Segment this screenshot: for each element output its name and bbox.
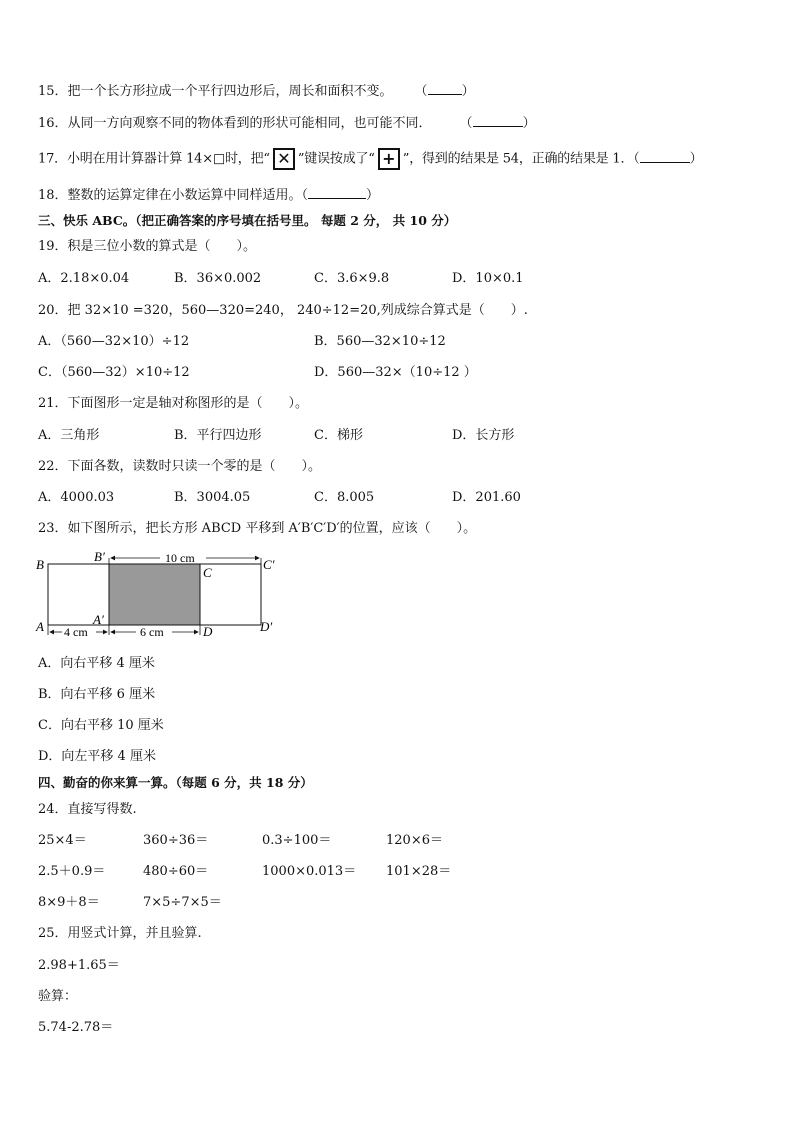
q19-option-c[interactable]: C．3.6×9.8	[314, 271, 390, 286]
q24-item: 101×28＝	[386, 864, 452, 879]
label-b-prime: B′	[94, 549, 105, 564]
q24-item: 480÷60＝	[143, 864, 209, 879]
answer-blank[interactable]	[428, 82, 462, 95]
label-c-prime: C′	[263, 557, 275, 572]
label-a: A	[36, 619, 44, 634]
section-4-heading: 四、勤奋的你来算一算。（每题 6 分，共 18 分）	[38, 775, 313, 790]
question-25-stem: 25．用竖式计算，并且验算.	[38, 926, 202, 941]
label-d: D	[203, 624, 213, 639]
q22-option-a[interactable]: A．4000.03	[38, 490, 115, 505]
multiply-key-icon: ✕	[273, 148, 295, 170]
q20-option-a[interactable]: A．（560—32×10）÷12	[38, 334, 190, 349]
q24-item: 360÷36＝	[143, 833, 209, 848]
q21-option-d[interactable]: D．长方形	[452, 428, 515, 443]
answer-blank[interactable]	[640, 150, 690, 163]
q23-option-a[interactable]: A．向右平移 4 厘米	[38, 656, 155, 671]
q21-option-b[interactable]: B．平行四边形	[174, 428, 262, 443]
q25-check-label: 验算：	[38, 989, 78, 1004]
answer-blank[interactable]	[308, 186, 366, 199]
section-3-heading: 三、快乐 ABC。（把正确答案的序号填在括号里。 每题 2 分， 共 10 分）	[38, 213, 457, 228]
question-21-stem: 21．下面图形一定是轴对称图形的是（ ）。	[38, 396, 309, 411]
question-18: 18．整数的运算定律在小数运算中同样适用。（ ）	[38, 188, 380, 203]
q19-option-a[interactable]: A．2.18×0.04	[38, 271, 130, 286]
q23-option-d[interactable]: D．向左平移 4 厘米	[38, 749, 156, 764]
q22-option-b[interactable]: B．3004.05	[174, 490, 251, 505]
q20-option-c[interactable]: C．（560—32）×10÷12	[38, 365, 190, 380]
q22-option-d[interactable]: D．201.60	[452, 490, 521, 505]
q19-option-d[interactable]: D．10×0.1	[452, 271, 524, 286]
question-24-stem: 24．直接写得数.	[38, 802, 137, 817]
dim-top-label: 10 cm	[165, 551, 195, 565]
question-22-stem: 22．下面各数，读数时只读一个零的是（ ）。	[38, 459, 322, 474]
q24-item: 25×4＝	[38, 833, 87, 848]
q23-option-c[interactable]: C．向右平移 10 厘米	[38, 718, 164, 733]
q16-text: 16．从同一方向观察不同的物体看到的形状可能相同，也可能不同．	[38, 116, 432, 131]
label-b: B	[36, 557, 44, 572]
q24-item: 120×6＝	[386, 833, 443, 848]
question-20-stem: 20．把 32×10 =320，560—320=240， 240÷12=20,列成综合算式是（ ）.	[38, 303, 528, 318]
dim-bottom-label: 6 cm	[140, 625, 164, 639]
q24-item: 7×5÷7×5＝	[143, 895, 222, 910]
q25-calc-1: 2.98+1.65＝	[38, 958, 120, 973]
q21-option-c[interactable]: C．梯形	[314, 428, 363, 443]
question-17: 17．小明在用计算器计算 14×□时，把“ ✕ ”键误按成了“ + ”，得到的结果是 54，正确的结果是 1．（ ）	[38, 149, 703, 168]
q24-item: 0.3÷100＝	[262, 833, 332, 848]
shaded-rectangle	[109, 564, 200, 625]
translation-figure	[34, 548, 284, 644]
q21-option-a[interactable]: A．三角形	[38, 428, 100, 443]
q15-text: 15．把一个长方形拉成一个平行四边形后，周长和面积不变。	[38, 84, 393, 99]
q25-calc-2: 5.74-2.78＝	[38, 1020, 114, 1035]
q24-item: 2.5＋0.9＝	[38, 864, 106, 879]
label-a-prime: A′	[93, 612, 104, 627]
answer-blank[interactable]	[473, 114, 523, 127]
question-16: 16．从同一方向观察不同的物体看到的形状可能相同，也可能不同． （ ）	[38, 116, 536, 131]
q20-option-d[interactable]: D．560—32×（10÷12 ）	[314, 365, 477, 380]
q20-option-b[interactable]: B．560—32×10÷12	[314, 334, 446, 349]
q24-item: 1000×0.013＝	[262, 864, 357, 879]
q22-option-c[interactable]: C．8.005	[314, 490, 375, 505]
dim-left-label: 4 cm	[64, 625, 88, 639]
q24-item: 8×9＋8＝	[38, 895, 100, 910]
q19-option-b[interactable]: B．36×0.002	[174, 271, 262, 286]
q23-option-b[interactable]: B．向右平移 6 厘米	[38, 687, 156, 702]
label-d-prime: D′	[260, 619, 273, 634]
question-23-stem: 23．如下图所示，把长方形 ABCD 平移到 A′B′C′D′的位置，应该（ ）。	[38, 521, 477, 536]
label-c: C	[203, 565, 212, 580]
question-15: 15．把一个长方形拉成一个平行四边形后，周长和面积不变。 （ ）	[38, 84, 475, 99]
plus-key-icon: +	[378, 148, 400, 170]
question-19-stem: 19．积是三位小数的算式是（ ）。	[38, 239, 257, 254]
